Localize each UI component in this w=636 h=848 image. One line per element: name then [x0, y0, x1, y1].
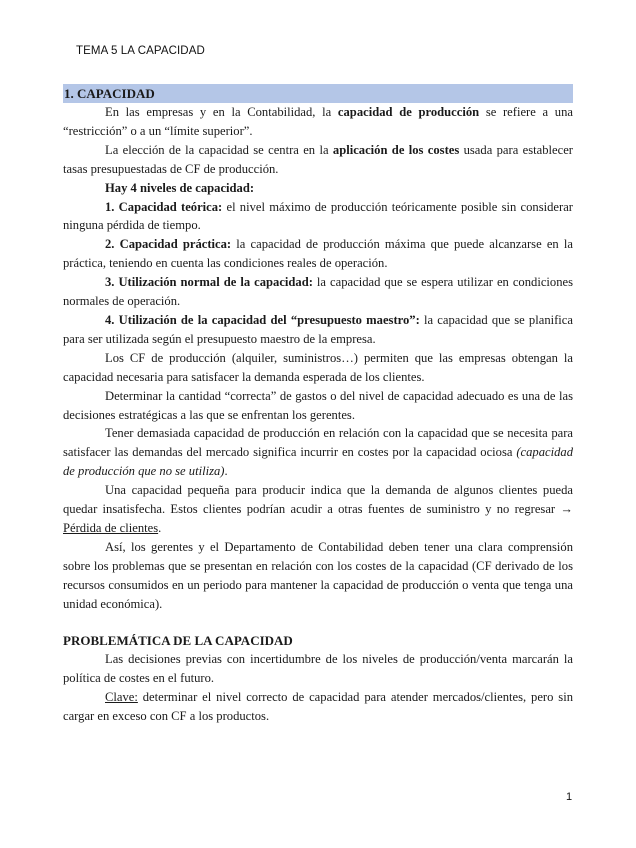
level-text: la capacidad de producción máxima que puede alcanzarse en la práctica, teniendo en cuenta las condiciones reales de operación. [63, 237, 573, 271]
document-body [63, 84, 573, 726]
bold-term: aplicación de los costes [332, 142, 460, 157]
text: . [224, 464, 228, 479]
level-3-item [63, 273, 573, 311]
paragraph-capacidad-pequena [63, 481, 573, 538]
page-number: 1 [566, 791, 573, 803]
text: La elección de la capacidad se centra en la [105, 142, 333, 157]
paragraph-clave [63, 688, 573, 726]
text: se refiere a una “restricción” o a un “límite superior”. [63, 105, 573, 138]
level-text: la capacidad que se espera utilizar en condiciones normales de operación. [63, 275, 573, 309]
level-label: 2. Capacidad práctica: [105, 237, 232, 252]
level-1-item [63, 198, 573, 236]
bold-term: capacidad de producción [337, 105, 480, 119]
paragraph-cantidad-correcta: Determinar la cantidad “correcta” de gastos o del nivel de capacidad adecuado es una de las decisiones estratégicas a las que se enfrentan los gerentes. [63, 388, 573, 422]
document-header: TEMA 5 LA CAPACIDAD [76, 45, 205, 57]
section-title-capacidad: 1. CAPACIDAD [63, 84, 573, 103]
paragraph-cf-produccion: Los CF de producción (alquiler, suministros…) permiten que las empresas obtengan la capacidad necesaria para satisfacer la demanda esperada de los clientes. [63, 350, 573, 384]
paragraph-decisiones-previas: Las decisiones previas con incertidumbre de los niveles de producción/venta marcarán la política de costes en el futuro. [63, 652, 573, 686]
level-label: 1. Capacidad teórica: [105, 199, 223, 214]
text: Una capacidad pequeña para producir indica que la demanda de algunos clientes pueda quedar insatisfecha. Estos clientes podrían acudir a otras fuentes de suministro y no regresar → [63, 483, 573, 517]
level-label: 3. Utilización normal de la capacidad: [105, 275, 313, 290]
paragraph-capacidad-produccion [63, 103, 573, 141]
level-4-item [63, 311, 573, 349]
text: Tener demasiada capacidad de producción en relación con la capacidad que se necesita para satisfacer las demandas del mercado significa incurrir en costes por la capacidad ociosa [63, 426, 573, 460]
level-2-item [63, 235, 573, 273]
level-label: 4. Utilización de la capacidad del “presupuesto maestro”: [105, 312, 420, 327]
level-text: la capacidad que se planifica para ser utilizada según el presupuesto maestro de la empresa. [63, 312, 573, 346]
section-title-problematica: PROBLEMÁTICA DE LA CAPACIDAD [63, 633, 293, 649]
paragraph-capacidad-ociosa [63, 424, 573, 481]
text: determinar el nivel correcto de capacidad para atender mercados/clientes, pero sin cargar en exceso con CF a los productos. [63, 690, 573, 724]
text: . [158, 520, 162, 535]
levels-heading: Hay 4 niveles de capacidad: [105, 180, 255, 195]
underlined-term: Pérdida de clientes [63, 520, 159, 535]
paragraph-eleccion-capacidad [63, 141, 573, 179]
underlined-term: Clave: [105, 690, 138, 705]
level-text: el nivel máximo de producción teóricamente posible sin considerar ninguna pérdida de tiempo. [63, 199, 573, 233]
italic-note: (capacidad de producción que no se utiliza) [63, 445, 573, 479]
paragraph-gerentes: Así, los gerentes y el Departamento de Contabilidad deben tener una clara comprensión sobre los problemas que se presentan en relación con los costes de la capacidad (CF derivado de los recursos consumidos en un periodo para mantener la capacidad de producción o venta que tenga una unidad económica). [63, 539, 573, 611]
text: usada para establecer tasas presupuestadas de CF de producción. [63, 142, 573, 176]
text: En las empresas y en la Contabilidad, la [105, 105, 338, 119]
